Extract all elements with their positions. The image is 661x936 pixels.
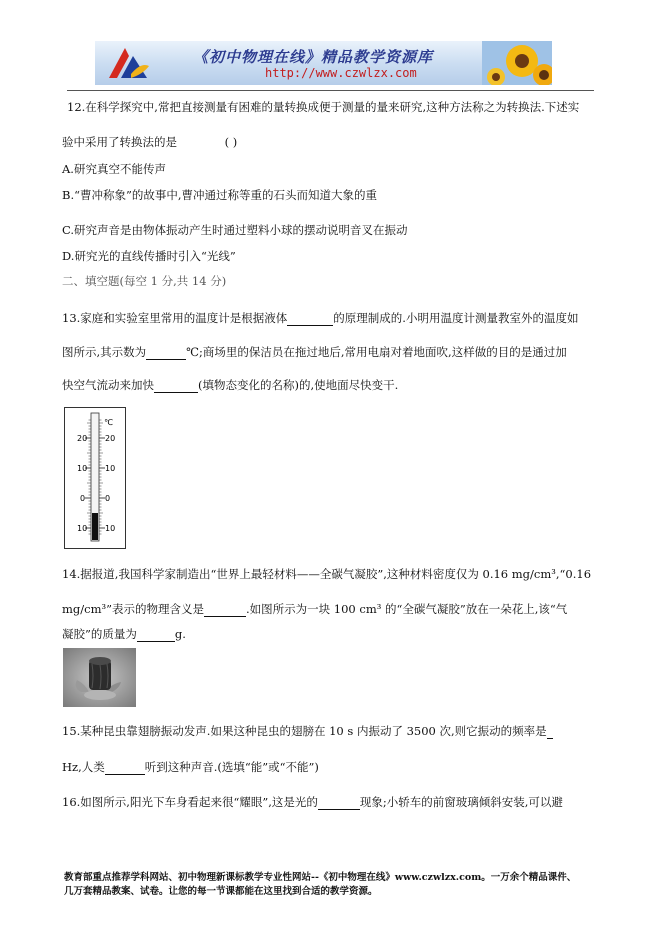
q16-blank-1[interactable] [318,796,360,810]
thermometer-left-label-0: 0 [80,494,86,503]
q13-text-1b: 的原理制成的.小明用温度计测量教室外的温度如 [333,311,579,325]
q13-line1 [62,310,578,326]
q15-blank-2[interactable] [105,761,145,775]
q16-line1 [62,794,563,810]
q14-text-3b: g. [174,627,186,641]
q15-line1 [62,723,553,739]
footer-line1: 教育部重点推荐学科网站、初中物理新课标教学专业性网站--《初中物理在线》www.czwlzx.com。一万余个精品课件、 [64,872,577,883]
header-divider [67,90,594,91]
thermometer-left-label-10: 10 [77,464,88,473]
banner-title: 《初中物理在线》精品教学资源库 [193,48,434,66]
q15-blank-1[interactable] [547,725,553,739]
q14-text-2a: mg/cm³”表示的物理含义是 [62,602,204,616]
q16-text-1a: 16.如图所示,阳光下车身看起来很“耀眼”,这是光的 [62,795,318,809]
q13-text-1a: 13.家庭和实验室里常用的温度计是根据液体 [62,311,288,325]
q14-text-2b: .如图所示为一块 100 cm³ 的“全碳气凝胶”放在一朵花上,该“气 [245,602,568,616]
q14-blank-1[interactable] [204,603,246,617]
q12-answer-paren: ( ) [224,135,238,149]
q13-line3 [62,377,398,393]
thermometer-left-label-neg10: 10 [77,524,88,533]
thermometer-figure [64,407,126,549]
q12-stem-text: 验中采用了转换法的是 [62,135,177,149]
thermometer-right-label-neg10: 10 [105,524,116,533]
q16-text-1b: 现象;小轿车的前窗玻璃倾斜安装,可以避 [359,795,563,809]
q12-option-a: A.研究真空不能传声 [62,162,166,176]
section-heading-fill-blank: 二、填空题(每空 1 分,共 14 分) [62,274,227,288]
q13-text-3b: (填物态变化的名称)的,使地面尽快变干. [198,378,399,392]
q13-blank-2[interactable] [146,346,186,360]
footer-line2: 几万套精品教案、试卷。让您的每一节课都能在这里找到合适的教学资源。 [64,886,378,897]
q12-option-d: D.研究光的直线传播时引入“光线” [62,249,236,263]
thermometer-left-label-20: 20 [77,434,88,443]
thermometer-unit: ℃ [104,418,113,427]
q12-stem-line2 [62,134,237,150]
q13-blank-3[interactable] [154,379,198,393]
q12-stem-line1: 12.在科学探究中,常把直接测量有困难的量转换成便于测量的量来研究,这种方法称之为转换法.下述实 [67,100,580,114]
q14-text-3a: 凝胶”的质量为 [62,627,137,641]
thermometer-right-label-0: 0 [105,494,111,503]
q13-blank-1[interactable] [287,312,333,326]
q13-line2 [62,344,567,360]
q14-line3 [62,626,186,642]
thermometer-liquid [92,513,98,540]
q15-line2 [62,759,319,775]
banner-url[interactable]: http://www.czwlzx.com [265,66,417,80]
thermometer-right-label-10: 10 [105,464,116,473]
q12-option-b: B.“曹冲称象”的故事中,曹冲通过称等重的石头而知道大象的重 [62,188,378,202]
q14-line1: 14.据报道,我国科学家制造出“世界上最轻材料——全碳气凝胶”,这种材料密度仅为 0.16 mg/cm³,“0.16 [62,567,592,581]
q15-text-1: 15.某种昆虫靠翅膀振动发声.如果这种昆虫的翅膀在 10 s 内振动了 3500 次,则它振动的频率是 [62,724,547,738]
q14-line2 [62,601,567,617]
q13-text-3a: 快空气流动来加快 [62,378,154,392]
q15-text-2b: 听到这种声音.(选填“能”或“不能”) [144,760,319,774]
q15-text-2a: Hz,人类 [62,760,105,774]
site-logo-icon [105,44,151,82]
q13-text-2a: 图所示,其示数为 [62,345,147,359]
header-banner [95,41,552,85]
q14-blank-2[interactable] [137,628,175,642]
sunflower-icon [482,41,552,85]
q12-option-c: C.研究声音是由物体振动产生时通过塑料小球的摆动说明音叉在振动 [62,223,408,237]
q13-text-2b: ℃;商场里的保洁员在拖过地后,常用电扇对着地面吹,这样做的目的是通过加 [186,345,567,359]
thermometer-right-label-20: 20 [105,434,116,443]
aerogel-on-flower-photo [63,648,136,707]
